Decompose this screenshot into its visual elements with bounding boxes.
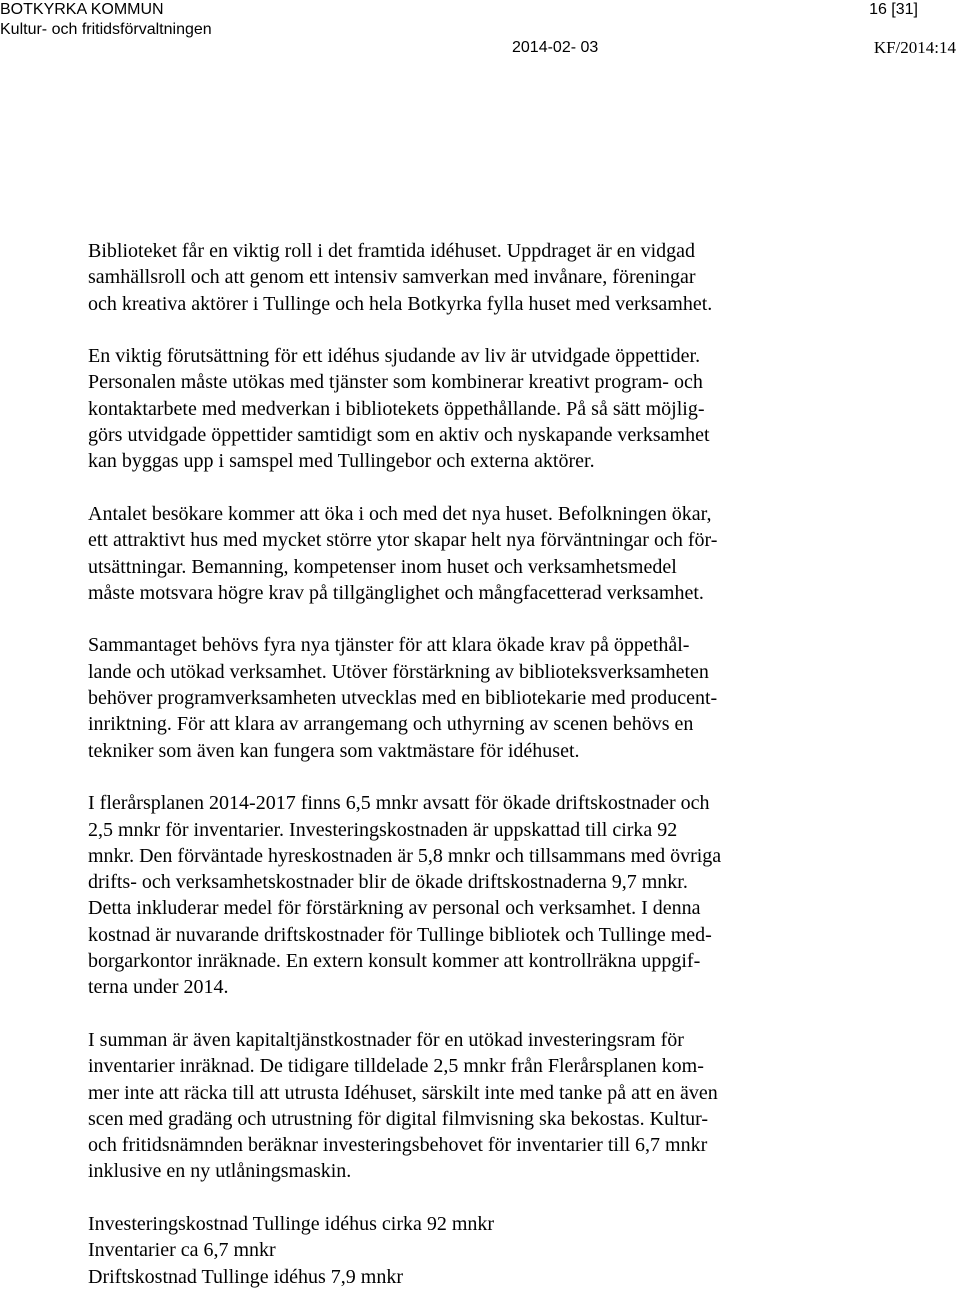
paragraph-visitors [88,501,828,606]
document-date: 2014-02- 03 [512,39,599,56]
text-line: Biblioteket får en viktig roll i det framtida idéhuset. Uppdraget är en vidgad [88,240,696,262]
text-line: Antalet besökare kommer att öka i och med det nya huset. Befolkningen ökar, [88,502,712,525]
text-line: och kreativa aktörer i Tullinge och hela Botkyrka fylla huset med verksamhet. [88,292,713,315]
cost-summary [88,1211,828,1290]
text-line: I summan är även kapitaltjänstkostnader för en utökad investeringsram för [88,1028,684,1051]
text-line: kan byggas upp i samspel med Tullingebor och externa aktörer. [88,450,595,473]
text-line: En viktig förutsättning för ett idéhus sjudande av liv är utvidgade öppettider. [88,345,701,368]
text-line: borgarkontor inräknade. En extern konsult kommer att kontrollräkna uppgif- [88,950,701,973]
text-line: Personalen måste utökas med tjänster som kombinerar kreativt program- och [88,371,703,394]
paragraph-library-role [88,238,828,317]
page-number: 16 [31] [869,1,918,18]
paragraph-capital-costs [88,1027,828,1185]
text-line: 2,5 mnkr för inventarier. Investeringskostnaden är uppskattad till cirka 92 [88,818,678,841]
text-line: måste motsvara högre krav på tillgänglighet och mångfacetterad verksamhet. [88,581,704,604]
text-line: I flerårsplanen 2014-2017 finns 6,5 mnkr avsatt för ökade driftskostnader och [88,792,710,815]
text-line: mer inte att räcka till att utrusta Idéhuset, särskilt inte med tanke på att en även [88,1081,718,1104]
text-line: ett attraktivt hus med mycket större ytor skapar helt nya förväntningar och för- [88,529,718,552]
text-line: tekniker som även kan fungera som vaktmästare för idéhuset. [88,739,580,762]
text-line: inriktning. För att klara av arrangemang och uthyrning av scenen behövs en [88,713,694,736]
text-line: inklusive en ny utlåningsmaskin. [88,1160,352,1183]
text-line: drifts- och verksamhetskostnader blir de ökade driftskostnaderna 9,7 mnkr. [88,871,688,894]
org-name: BOTKYRKA KOMMUN [0,1,164,18]
summary-line: Investeringskostnad Tullinge idéhus cirka 92 mnkr [88,1212,495,1235]
text-line: kostnad är nuvarande driftskostnader för Tullinge bibliotek och Tullinge med- [88,923,712,946]
summary-line: Driftskostnad Tullinge idéhus 7,9 mnkr [88,1265,404,1288]
document-header-org [0,0,212,40]
text-line: och fritidsnämnden beräknar investeringsbehovet för inventarier till 6,7 mnkr [88,1134,708,1157]
text-line: Detta inkluderar medel för förstärkning av personal och verksamhet. I denna [88,897,701,920]
text-line: samhällsroll och att genom ett intensiv samverkan med invånare, föreningar [88,266,696,289]
text-line: kontaktarbete med medverkan i bibliotekets öppethållande. På så sätt möjlig- [88,397,705,420]
text-line: lande och utökad verksamhet. Utöver förstärkning av biblioteksverksamheten [88,660,709,683]
text-line: utsättningar. Bemanning, kompetenser inom huset och verksamhetsmedel [88,555,677,578]
text-line: görs utvidgade öppettider samtidigt som en aktiv och nyskapande verksamhet [88,424,710,447]
paragraph-opening-hours [88,343,828,474]
document-body [88,238,828,1290]
paragraph-new-positions [88,632,828,763]
text-line: Sammantaget behövs fyra nya tjänster för att klara ökade krav på öppethål- [88,634,690,657]
text-line: scen med gradäng och utrustning för digital filmvisning ska bekostas. Kultur- [88,1107,709,1130]
document-reference: KF/2014:14 [873,38,956,57]
paragraph-costs [88,790,828,1000]
department-name: Kultur- och fritidsförvaltningen [0,21,212,38]
text-line: mnkr. Den förväntade hyreskostnaden är 5,8 mnkr och tillsammans med övriga [88,844,722,867]
text-line: inventarier inräknad. De tidigare tilldelade 2,5 mnkr från Flerårsplanen kom- [88,1055,704,1078]
summary-line: Inventarier ca 6,7 mnkr [88,1239,276,1262]
text-line: behöver programverksamheten utvecklas med en bibliotekarie med producent- [88,687,718,710]
text-line: terna under 2014. [88,976,229,999]
